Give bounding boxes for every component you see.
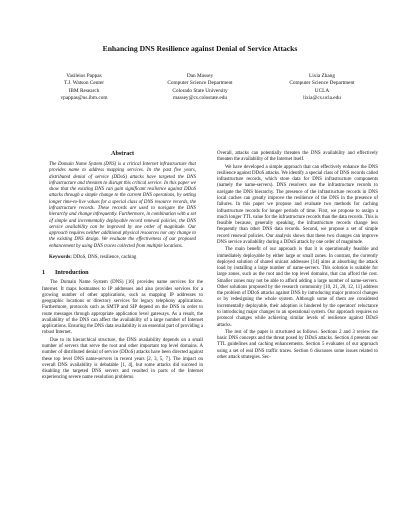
section-number: 1 [42,269,46,277]
author-block-3 [264,73,380,103]
author-block-2 [142,73,258,103]
author-name: Vasileios Pappas [66,73,102,79]
author-email: vpappas@us.ibm.com [60,95,108,102]
body-paragraph: The rest of the paper is structured as follows. Sections 2 and 3 review the basic DNS concepts and the threat posed by DDoS attacks. Section 4 presents our TTL guidelines and caching enhancements. Section 5 evaluates of our approach using a set of real DNS traffic traces. Section 6 discusses some issues related to other attack strategies. Sec- [217,329,378,360]
author-affiliation: Computer Science Department [289,80,355,87]
author-name: Lixia Zhang [308,73,336,79]
author-institution: UCLA [314,87,330,94]
abstract-text: The Domain Name System (DNS) is a critical Internet infrastructure that provides name to address mapping services. In the past five years, distributed denial of service (DDoS) attacks have targeted the DNS infrastructure and threaten to disrupt this critical service. In this paper we show that the existing DNS can gain significant resilience against DDoS attacks through a simple change to the current DNS operations, by setting longer time-to-live values for a special class of DNS resource records, the infrastructure records. These records are used to navigate the DNS hierarchy and change infrequently. Furthermore, in combination with a set of simple and incrementally deployable record renewal policies, the DNS service availability can be improved by one order of magnitude. Our approach requires neither additional physical resources nor any change to the existing DNS design. We evaluate the effectiveness of our proposed enhancement by using DNS traces collected from multiple locations. [49,162,196,249]
author-name: Dan Massey [186,73,214,79]
paper-title: Enhancing DNS Resilience against Denial of Service Attacks [102,44,298,53]
keywords [42,255,203,261]
author-affiliation: T.J. Watson Center [64,80,104,87]
author-block-1 [40,73,128,103]
body-paragraph: The main benefit of our approach is that it is operationally feasible and immediately deployable by either large or small zones. In contrast, the currently deployed solution of shared unicast addresses [14] aims at absorbing the attack load by installing a large number of name-servers. This solution is suitable for large zones, such as the root and the top level domains, that can afford the cost. Smaller zones may not be able to afford adding a large number of name-servers. Other solutions proposed by the research community [10, 21, 20, 12, 11] address the problem of DDoS attacks against DNS by introducing major protocol changes or by redesigning the whole system. Although some of them are considered incrementally deployable, their adoption is hindered by the operators' reluctance to introducing major changes to an operational system. Our approach requires no protocol changes while achieving similar levels of resilience against DDoS attacks. [217,247,378,328]
section-title: Introduction [55,269,89,277]
author-email: massey@cs.colostate.edu [172,95,227,102]
left-column [42,150,203,383]
section-heading [42,269,203,277]
author-email: lixia@cs.ucla.edu [303,95,341,102]
keywords-label: Keywords: [49,254,72,260]
right-column [217,151,378,362]
intro-paragraph-1: The Domain Name System (DNS) [16] provides name services for the Internet. It maps hostnames to IP addresses and also provides services for a growing number of other applications, such as mapping IP addresses to geographic locations or directory services for legacy telephony applications. Furthermore, protocols such as SMTP and SIP depend on the DNS in order to route messages through appropriate application level gateways. As a result, the availability of the DNS can affect the availability of a large number of Internet applications. Ensuring the DNS data availability is an essential part of providing a robust Internet. [42,280,203,336]
author-affiliation: Computer Science Department [167,80,233,87]
body-paragraph: Overall, attacks can potentially threaten the DNS availability and effectively threaten the availability of the Internet itself. [217,151,378,163]
intro-paragraph-2: Due to its hierarchical structure, the DNS availability depends on a small number of servers that serve the root and other important top level domains. A number of distributed denial of service (DDoS) attacks have been directed against these top level DNS name-servers in recent years [2, 3, 5, 7]. The impact on overall DNS availability is debatable [1, 4], but some attacks did succeed in disabling the targeted DNS servers and resulted in parts of the Internet experiencing severe name resolution problems. [42,337,203,381]
author-institution: Colorado State University [172,87,228,94]
keywords-text: DDoS, DNS, resilience, caching [73,254,137,260]
author-institution: IBM Research [68,87,100,94]
abstract-heading: Abstract [110,150,135,157]
body-paragraph: We have developed a simple approach that can effectively enhance the DNS resilience against DDoS attacks. We identify a special class of DNS records called infrastructure records, which store data for DNS infrastructure components (namely the name-servers). DNS resolvers use the infrastructure records to navigate the DNS hierarchy. The presence of the infrastructure records in DNS local caches can greatly improve the resilience of the DNS in the presence of failures. In this paper we propose and evaluate two methods for caching infrastructure records for longer periods of time. First, we propose to assign a much longer TTL value for the infrastructure records than the data records. This is feasible because, generally speaking, the infrastructure records change less frequently than other DNS data records. Second, we propose a set of simple record renewal policies. Our analysis shows that these two changes can improve DNS service availability during a DDoS attack by one order of magnitude. [217,164,378,245]
